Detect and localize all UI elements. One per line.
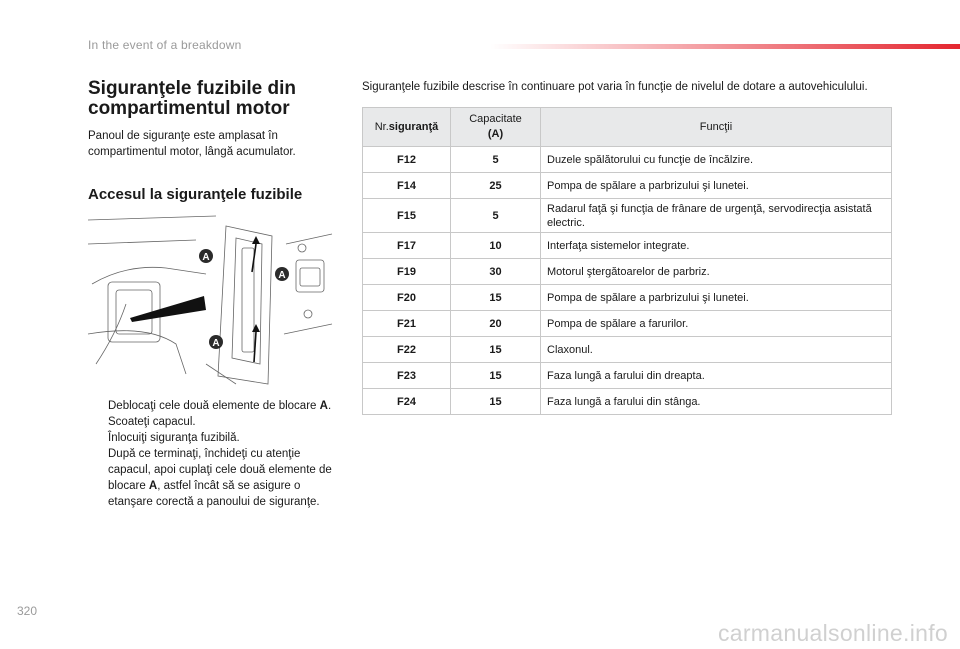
watermark: carmanualsonline.info [717, 620, 948, 646]
fuse-number: F19 [363, 259, 451, 285]
fuse-capacity: 15 [451, 285, 541, 311]
step-text: Înlocuiţi siguranţa fuzibilă. [108, 432, 240, 444]
step-text: Deblocaţi cele două elemente de blocare [108, 400, 320, 412]
fuse-function: Interfaţa sistemelor integrate. [541, 233, 892, 259]
fuse-table [362, 107, 892, 415]
table-row [363, 311, 892, 337]
fuse-capacity: 5 [451, 199, 541, 233]
table-row [363, 389, 892, 415]
lock-callout-a-top [199, 249, 213, 263]
step-item [88, 446, 340, 510]
table-row [363, 147, 892, 173]
fuse-number: F21 [363, 311, 451, 337]
fuse-box-pointer [130, 296, 206, 322]
fuse-capacity: 25 [451, 173, 541, 199]
page-title: Siguranţele fuzibile din compartimentul motor [88, 78, 296, 119]
step-item [88, 414, 340, 430]
section-header: In the event of a breakdown [88, 38, 242, 52]
table-row [363, 173, 892, 199]
intro-paragraph: Panoul de siguranţe este amplasat în compartimentul motor, lângă acumulator. [88, 130, 296, 158]
fuse-number: F20 [363, 285, 451, 311]
header-accent-bar [490, 44, 960, 49]
table-row [363, 285, 892, 311]
step-text: După ce terminaţi, închideţi cu atenţie capacul, apoi cuplaţi cele două elemente de blocare [108, 448, 332, 492]
fuse-capacity: 15 [451, 337, 541, 363]
fuse-capacity: 20 [451, 311, 541, 337]
step-text: Scoateţi capacul. [108, 416, 196, 428]
fuse-function: Faza lungă a farului din dreapta. [541, 363, 892, 389]
page-number: 320 [17, 604, 38, 618]
fuse-function: Pompa de spălare a farurilor. [541, 311, 892, 337]
fuse-capacity: 15 [451, 389, 541, 415]
fuse-number: F17 [363, 233, 451, 259]
instruction-steps [88, 398, 340, 510]
fuse-function: Faza lungă a farului din stânga. [541, 389, 892, 415]
step-item [88, 398, 340, 414]
step-text-end: , astfel încât să se asigure o etanşare corectă a panoului de siguranţe. [108, 480, 320, 508]
fuse-function: Duzele spălătorului cu funcţie de încălzire. [541, 147, 892, 173]
header-capacity: Capacitate (A) [451, 108, 541, 147]
table-row [363, 337, 892, 363]
fuse-number: F24 [363, 389, 451, 415]
table-row [363, 259, 892, 285]
fuse-function: Motorul ştergătoarelor de parbriz. [541, 259, 892, 285]
header-functions: Funcţii [541, 108, 892, 147]
fuse-number: F22 [363, 337, 451, 363]
equipment-note: Siguranţele fuzibile descrise în continuare pot varia în funcţie de nivelul de dotare a autovehiculului. [362, 81, 868, 93]
fuse-number: F15 [363, 199, 451, 233]
table-row [363, 199, 892, 233]
fuse-box-diagram [86, 214, 334, 388]
fuse-capacity: 10 [451, 233, 541, 259]
fuse-function: Pompa de spălare a parbrizului şi lunetei. [541, 285, 892, 311]
fuse-function: Pompa de spălare a parbrizului şi lunetei. [541, 173, 892, 199]
header-fuse-number: Nr.siguranţă [363, 108, 451, 147]
lock-callout-a-right [275, 267, 289, 281]
step-item [88, 430, 340, 446]
step-bold-text: A [319, 400, 328, 412]
step-text-end: . [327, 400, 332, 412]
callout-letter: A [278, 270, 286, 281]
section-subtitle: Accesul la siguranţele fuzibile [88, 186, 303, 203]
fuse-function: Claxonul. [541, 337, 892, 363]
fuse-number: F12 [363, 147, 451, 173]
step-bold-text: A [148, 480, 158, 492]
fuse-capacity: 30 [451, 259, 541, 285]
lock-callout-a-bottom [209, 335, 223, 349]
fuse-number: F23 [363, 363, 451, 389]
fuse-function: Radarul faţă şi funcţia de frânare de urgenţă, servodirecţia asistată electric. [541, 199, 892, 233]
fuse-number: F14 [363, 173, 451, 199]
table-row [363, 233, 892, 259]
table-row [363, 363, 892, 389]
fuse-capacity: 5 [451, 147, 541, 173]
callout-letter: A [202, 252, 210, 263]
fuse-capacity: 15 [451, 363, 541, 389]
fuse-table-header [363, 108, 892, 147]
callout-letter: A [212, 338, 220, 349]
